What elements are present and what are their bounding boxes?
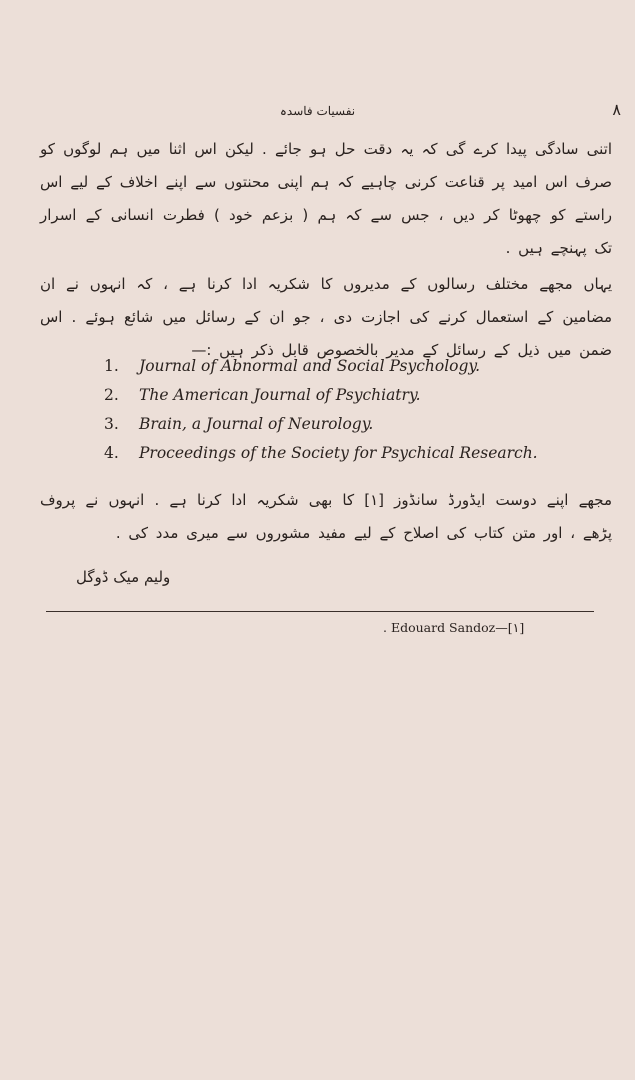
page-number: ۸: [612, 100, 621, 119]
journal-list: [104, 357, 594, 473]
journal-number: 4.: [104, 444, 119, 462]
journal-title: Brain, a Journal of Neurology.: [139, 415, 374, 433]
journal-number: 2.: [104, 386, 119, 404]
journal-title: The American Journal of Psychiatry.: [139, 386, 421, 404]
paragraph-3: مجھے اپنے دوست ایڈورڈ سانڈوز [۱] کا بھی شکریہ ادا کرنا ہے . انہوں نے پروف پڑھے ، اور متن کتاب کی اصلاح کے لیے مفید مشوروں سے میری مدد کی .: [40, 491, 612, 542]
paragraph-2: یہاں مجھے مختلف رسالوں کے مدیروں کا شکریہ ادا کرنا ہے ، کہ انہوں نے ان مضامین کے استعمال کرنے کی اجازت دی ، جو ان کے رسائل میں شائع ہوئے . اس ضمن میں ذیل کے رسائل کے مدیر بالخصوص قابل ذکر ہیں :—: [40, 275, 612, 359]
journal-item: [104, 386, 594, 415]
journal-item: [104, 444, 594, 473]
journal-number: 1.: [104, 357, 119, 375]
paragraph-1: اتنی سادگی پیدا کرے گی کہ یہ دقت حل ہو جائے . لیکن اس اثنا میں ہم لوگوں کو صرف اس امید پر قناعت کرنی چاہیے کہ ہم اپنی محنتوں سے اپنے اخلاف کے لیے اس راستے کو چھوٹا کر دیں ، جس سے کہ ہم ( بزعم خود ) فطرت انسانی کے اسرار تک پہنچے ہیں .: [40, 140, 612, 257]
journal-number: 3.: [104, 415, 119, 433]
journal-item: [104, 357, 594, 386]
journal-item: [104, 415, 594, 444]
footnote: . Edouard Sandoz—[۱]: [383, 620, 525, 635]
footnote-divider: [46, 611, 594, 612]
journal-title: Proceedings of the Society for Psychical Research.: [139, 444, 538, 462]
running-header: نفسیات فاسدہ: [279, 104, 356, 118]
author-signature: ولیم میک ڈوگل: [76, 568, 171, 586]
journal-title: Journal of Abnormal and Social Psychology.: [139, 357, 481, 375]
